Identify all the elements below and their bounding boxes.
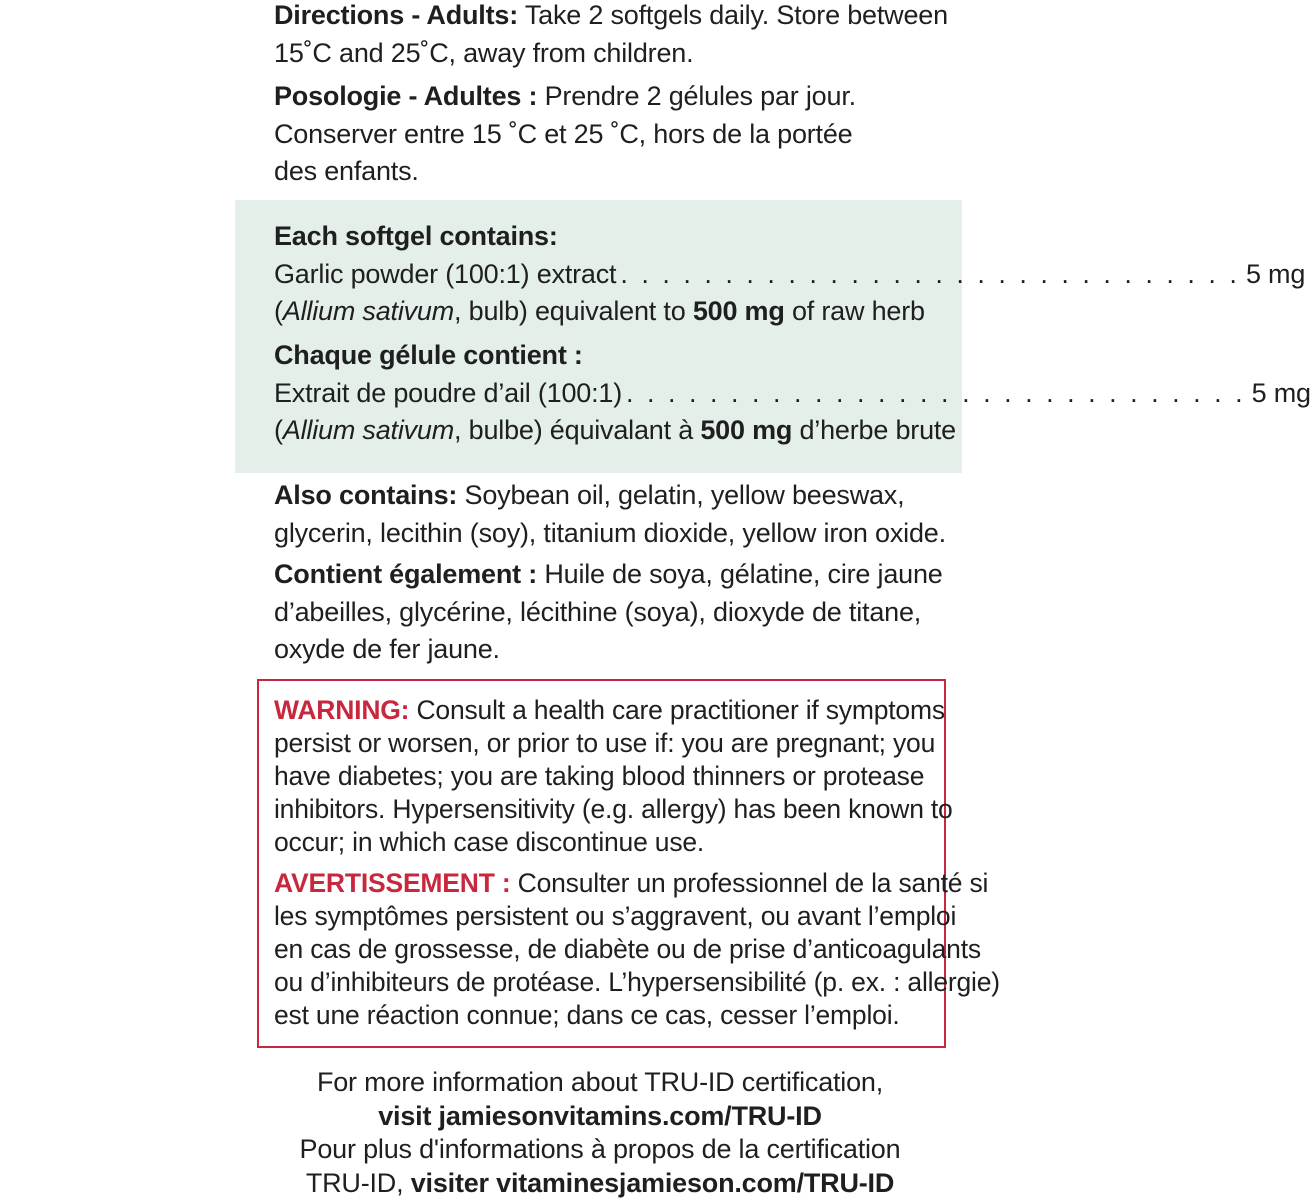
warning-en-heading: WARNING: xyxy=(274,695,410,725)
directions-fr-heading: Posologie - Adultes : xyxy=(274,81,538,111)
latin-name-en: Allium sativum xyxy=(282,296,455,326)
ingredient-source-en xyxy=(274,293,954,331)
source-en-mid: , bulb) equivalent to xyxy=(454,296,693,326)
ingredients-en-heading-text: Each softgel contains: xyxy=(274,221,558,251)
directions-french xyxy=(274,78,954,191)
directions-fr-line-2: Conserver entre 15 ˚C et 25 ˚C, hors de la portée xyxy=(274,118,853,149)
footer-fr-prefix: TRU-ID, xyxy=(305,1167,411,1198)
tru-id-footer xyxy=(200,1066,1000,1200)
leader-dots-fr: . . . . . . . . . . . . . . . . . . . . . . . . . . . . . . xyxy=(626,377,1246,408)
leader-dots-en: . . . . . . . . . . . . . . . . . . . . . . . . . . . . . . xyxy=(620,258,1240,289)
non-medicinal-ingredients-french xyxy=(274,556,954,669)
footer-fr-link[interactable]: visiter vitaminesjamieson.com/TRU-ID xyxy=(410,1167,895,1198)
directions-en-line-2: 15˚C and 25˚C, away from children. xyxy=(274,37,694,68)
also-fr-text-1: Huile de soya, gélatine, cire jaune xyxy=(544,559,943,589)
source-en-end: of raw herb xyxy=(784,296,925,326)
warning-en-line-3: have diabetes; you are taking blood thinners or protease xyxy=(274,761,925,791)
ingredients-french xyxy=(274,337,1311,450)
warning-en-line-2: persist or worsen, or prior to use if: you are pregnant; you xyxy=(274,728,936,758)
equivalent-amount-fr: 500 mg xyxy=(700,415,793,445)
also-fr-line-2: d’abeilles, glycérine, lécithine (soya), dioxyde de titane, xyxy=(274,596,922,627)
also-fr-line-3: oxyde de fer jaune. xyxy=(274,634,500,664)
also-en-line-2: glycerin, lecithin (soy), titanium dioxide, yellow iron oxide. xyxy=(274,517,946,548)
directions-fr-text-1: Prendre 2 gélules par jour. xyxy=(544,81,856,111)
ingredient-name-fr: Extrait de poudre d’ail (100:1) xyxy=(274,377,623,408)
latin-name-fr: Allium sativum xyxy=(282,415,455,445)
warning-fr-line-4: ou d’inhibiteurs de protéase. L’hypersensibilité (p. ex. : allergie) xyxy=(274,967,1000,997)
warning-english xyxy=(274,694,954,859)
warning-french xyxy=(274,867,1000,1032)
directions-english xyxy=(274,0,954,72)
directions-en-heading: Directions - Adults: xyxy=(274,0,519,30)
ingredient-name-en: Garlic powder (100:1) extract xyxy=(274,258,617,289)
directions-fr-line-3: des enfants. xyxy=(274,156,419,186)
also-en-line-1 xyxy=(274,477,954,515)
source-fr-end: d’herbe brute xyxy=(792,415,957,445)
source-fr-mid: , bulbe) équivalant à xyxy=(454,415,701,445)
warning-fr-text-1: Consulter un professionnel de la santé si xyxy=(517,868,989,898)
ingredient-row-en xyxy=(274,256,1306,294)
footer-en-line-2 xyxy=(200,1100,1000,1134)
also-fr-line-1 xyxy=(274,556,954,594)
directions-en-line-1 xyxy=(274,0,954,35)
ingredients-en-heading xyxy=(274,218,954,256)
warning-fr-line-2: les symptômes persistent ou s’aggravent, ou avant l’emploi xyxy=(274,901,957,931)
also-en-heading: Also contains: xyxy=(274,480,458,510)
footer-fr-line-2 xyxy=(200,1167,1000,1200)
warning-en-line-5: occur; in which case discontinue use. xyxy=(274,827,705,857)
also-en-text-1: Soybean oil, gelatin, yellow beeswax, xyxy=(464,480,905,510)
warning-en-line-1 xyxy=(274,694,954,727)
equivalent-amount-en: 500 mg xyxy=(692,296,785,326)
footer-en-line-1: For more information about TRU-ID certification, xyxy=(316,1067,884,1097)
source-fr-open: ( xyxy=(274,415,283,445)
warning-en-line-4: inhibitors. Hypersensitivity (e.g. allergy) has been known to xyxy=(274,794,953,824)
non-medicinal-ingredients-english xyxy=(274,477,954,552)
directions-fr-line-1 xyxy=(274,78,954,116)
ingredient-row-fr xyxy=(274,375,1311,413)
ingredient-source-fr xyxy=(274,412,957,450)
footer-fr-line-1: Pour plus d'informations à propos de la certification xyxy=(299,1134,901,1164)
footer-en-link[interactable]: visit jamiesonvitamins.com/TRU-ID xyxy=(378,1100,822,1131)
ingredients-fr-heading-text: Chaque gélule contient : xyxy=(274,340,583,370)
also-fr-heading: Contient également : xyxy=(274,559,538,589)
ingredients-fr-heading xyxy=(274,337,954,375)
warning-fr-heading: AVERTISSEMENT : xyxy=(274,868,511,898)
warning-fr-line-1 xyxy=(274,867,989,900)
directions-en-text-1: Take 2 softgels daily. Store between xyxy=(524,0,948,30)
source-en-open: ( xyxy=(274,296,283,326)
warning-en-text-1: Consult a health care practitioner if symptoms xyxy=(416,695,945,725)
ingredients-english xyxy=(274,218,1306,331)
ingredient-amount-fr: 5 mg xyxy=(1251,377,1311,408)
warning-fr-line-3: en cas de grossesse, de diabète ou de prise d’anticoagulants xyxy=(274,934,981,964)
ingredient-amount-en: 5 mg xyxy=(1245,258,1306,289)
warning-fr-line-5: est une réaction connue; dans ce cas, cesser l’emploi. xyxy=(274,1000,900,1030)
